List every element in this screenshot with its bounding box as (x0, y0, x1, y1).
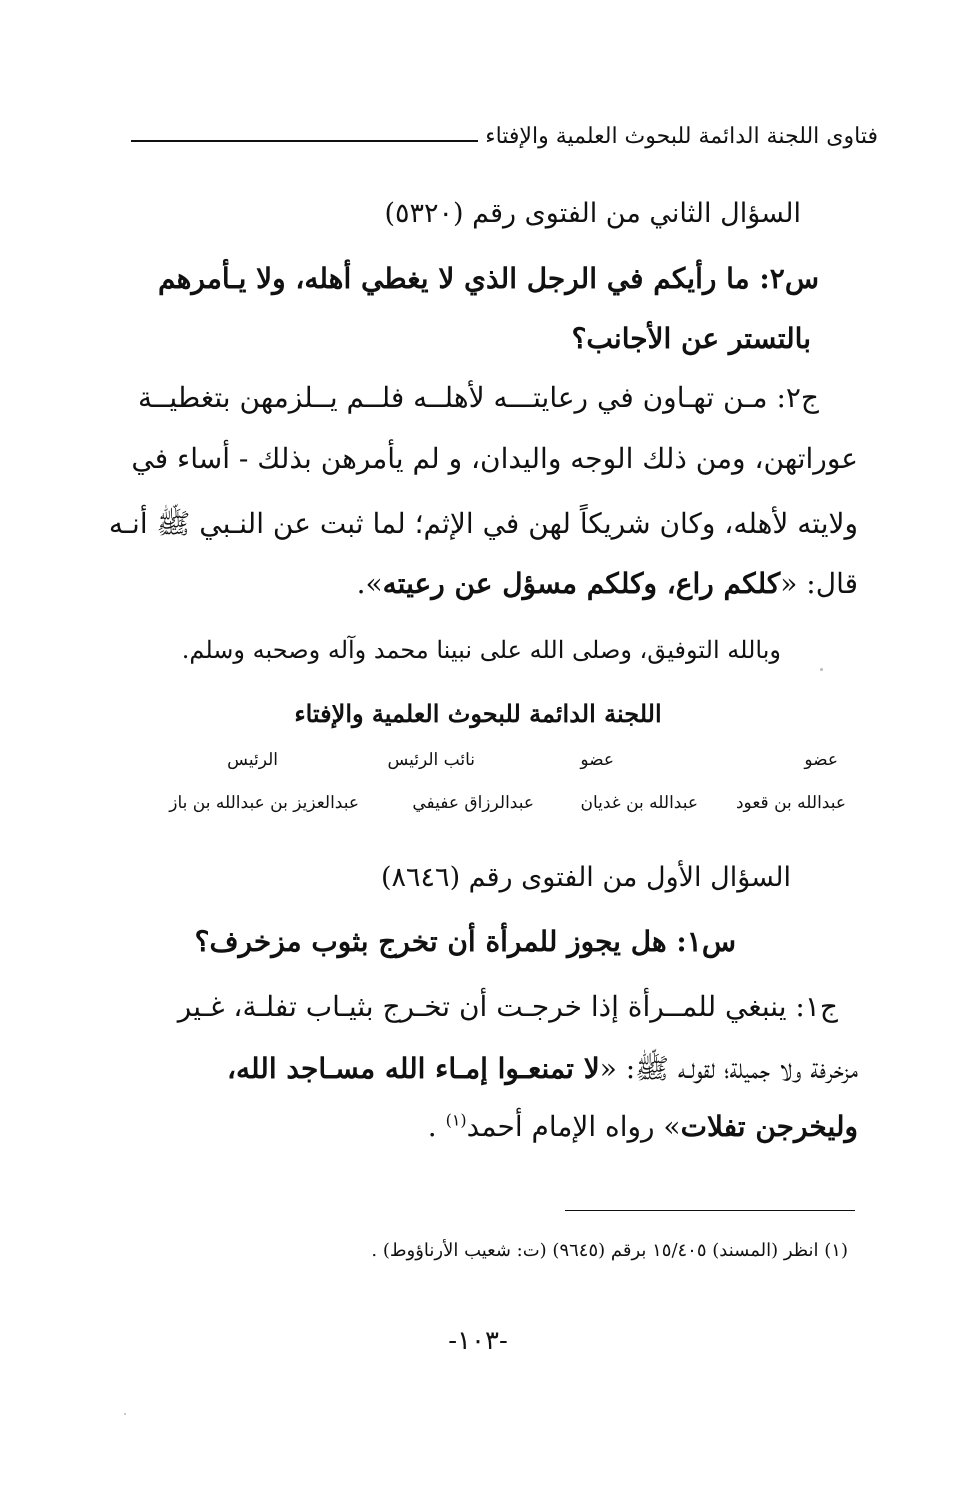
answer-2-line4-suffix: ». (356, 567, 383, 600)
footnote-rule (565, 1210, 855, 1211)
scan-speck (124, 1413, 126, 1415)
footnote-ref[interactable]: (١) (445, 1110, 467, 1130)
answer-1-line3-plain: » رواه الإمام أحمد (466, 1110, 681, 1143)
committee-name: اللجنة الدائمة للبحوث العلمية والإفتاء (294, 699, 662, 728)
hadith-quote-part2: وليخرجن تفلات (680, 1110, 858, 1143)
answer-2-line4-prefix: قال: « (780, 567, 858, 600)
header-rule (131, 140, 478, 142)
answer-1-line1: ج١: ينبغي للمــرأة إذا خرجـت أن تخـرج بثيـاب تفلـة، غـير (177, 990, 838, 1023)
question-1: س١: هل يجوز للمرأة أن تخرج بثوب مزخرف؟ (194, 925, 736, 958)
footnote-1: (١) انظر (المسند) ١٥/٤٠٥ برقم (٩٦٤٥) (ت: شعيب الأرناؤوط) . (371, 1240, 848, 1261)
question-2-line2: بالتستر عن الأجانب؟ (571, 322, 811, 355)
answer-1-line2 (227, 1052, 858, 1092)
answer-2-line3: ولايته لأهله، وكان شريكاً لهن في الإثم؛ لما ثبت عن النـبي ﷺ أنـه (108, 507, 858, 540)
fatwa-heading-5320: السؤال الثاني من الفتوى رقم (٥٣٢٠) (384, 198, 801, 229)
answer-2-line2: عوراتهن، ومن ذلك الوجه واليدان، و لم يأمرهن بذلك - أساء في (131, 442, 858, 475)
signatory-name-1: عبدالله بن قعود (735, 793, 846, 813)
question-2-line1: س٢: ما رأيكم في الرجل الذي لا يغطي أهله، ولا يـأمرهم (158, 262, 819, 295)
signatory-role-3: نائب الرئيس (387, 750, 475, 770)
answer-2-line4 (357, 567, 858, 600)
scan-speck (820, 668, 823, 671)
signatory-role-2: عضو (580, 750, 614, 770)
hadith-quote-part1: لا تمنعـوا إمـاء الله مسـاجد الله، (226, 1052, 600, 1085)
signatory-role-4: الرئيس (227, 750, 278, 770)
answer-1-line3-end: . (427, 1110, 446, 1143)
answer-2-line1: ج٢: مـن تهـاون في رعايتـــه لأهلــه فلــم يــلزمهن بتغطيــة (138, 381, 819, 414)
answer-1-line2-plain: مزخرفة ولا جميلة؛ لقولـه ﷺ: « (599, 1052, 858, 1085)
signatory-name-3: عبدالرزاق عفيفي (412, 793, 534, 813)
signatory-role-1: عضو (804, 750, 838, 770)
closing-line: وبالله التوفيق، وصلى الله على نبينا محمد وآله وصحبه وسلم. (181, 636, 781, 664)
page-number: -١٠٣- (448, 1326, 508, 1356)
running-header: فتاوى اللجنة الدائمة للبحوث العلمية والإفتاء (485, 124, 878, 149)
hadith-quote: كلكم راع، وكلكم مسؤل عن رعيته (382, 567, 781, 600)
signatory-name-4: عبدالعزيز بن عبدالله بن باز (169, 793, 359, 813)
signatory-name-2: عبدالله بن غديان (580, 793, 698, 813)
answer-1-line3 (428, 1110, 858, 1143)
fatwa-heading-8646: السؤال الأول من الفتوى رقم (٨٦٤٦) (381, 862, 791, 893)
